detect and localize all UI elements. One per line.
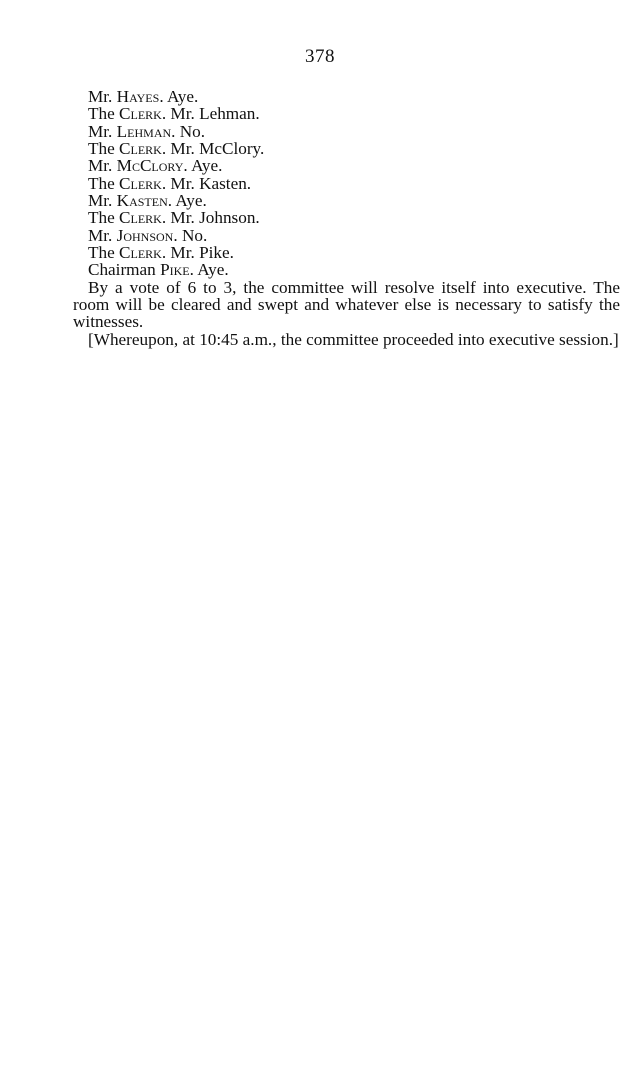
roll-call-line (73, 209, 620, 226)
roll-call-line (73, 192, 620, 209)
speaker-title: The (88, 139, 120, 159)
speaker-title: Mr. (88, 121, 117, 141)
speech-text: . Aye. (189, 260, 229, 280)
speaker-title: The (88, 173, 120, 193)
speaker-name: Hayes (116, 87, 160, 106)
speaker-title: Mr. (88, 225, 117, 245)
page-number: 378 (305, 46, 335, 67)
speech-text: . No. (173, 225, 208, 245)
speaker-name: McClory (116, 156, 184, 176)
speaker-title: The (88, 243, 120, 263)
speaker-name: Clerk (119, 104, 162, 124)
speech-text: . Aye. (159, 87, 199, 106)
transcript-body (73, 88, 620, 348)
roll-call-line (73, 175, 620, 192)
closing-paragraph: [Whereupon, at 10:45 a.m., the committee proceeded into executive session.] (88, 329, 619, 349)
speaker-name: Kasten (116, 191, 168, 211)
speech-text: . Mr. Johnson. (161, 208, 260, 228)
speech-text: . Aye. (167, 191, 207, 211)
speech-text: . Mr. Lehman. (161, 104, 260, 124)
speaker-title: Mr. (88, 87, 117, 106)
speech-text: . Mr. Kasten. (161, 173, 252, 193)
speech-text: . Mr. McClory. (161, 139, 265, 159)
roll-call-line (73, 157, 620, 174)
speaker-title: The (88, 208, 120, 228)
speaker-title: Mr. (88, 191, 117, 211)
speaker-name: Clerk (119, 139, 162, 159)
roll-call-line (73, 140, 620, 157)
speech-text: . No. (171, 121, 206, 141)
speaker-name: Clerk (119, 243, 162, 263)
roll-call-line (73, 123, 620, 140)
speaker-title: Mr. (88, 156, 117, 176)
roll-call-line (73, 244, 620, 261)
speaker-name: Pike (160, 260, 190, 280)
speaker-name: Clerk (119, 173, 162, 193)
speaker-title: The (88, 104, 120, 124)
speaker-name: Lehman (116, 121, 172, 141)
speaker-name: Clerk (119, 208, 162, 228)
speaker-name: Johnson (116, 225, 174, 245)
roll-call-line (73, 88, 620, 105)
roll-call-line (73, 105, 620, 122)
roll-call-line (73, 261, 620, 278)
speaker-title: Chairman (88, 260, 161, 280)
vote-result-paragraph: By a vote of 6 to 3, the committee will resolve itself into executive. The room will be cleared and swept and whatever else is necessary to satisfy the witnesses. (73, 277, 620, 332)
speech-text: . Aye. (183, 156, 223, 176)
speech-text: . Mr. Pike. (161, 243, 234, 263)
roll-call-line (73, 227, 620, 244)
